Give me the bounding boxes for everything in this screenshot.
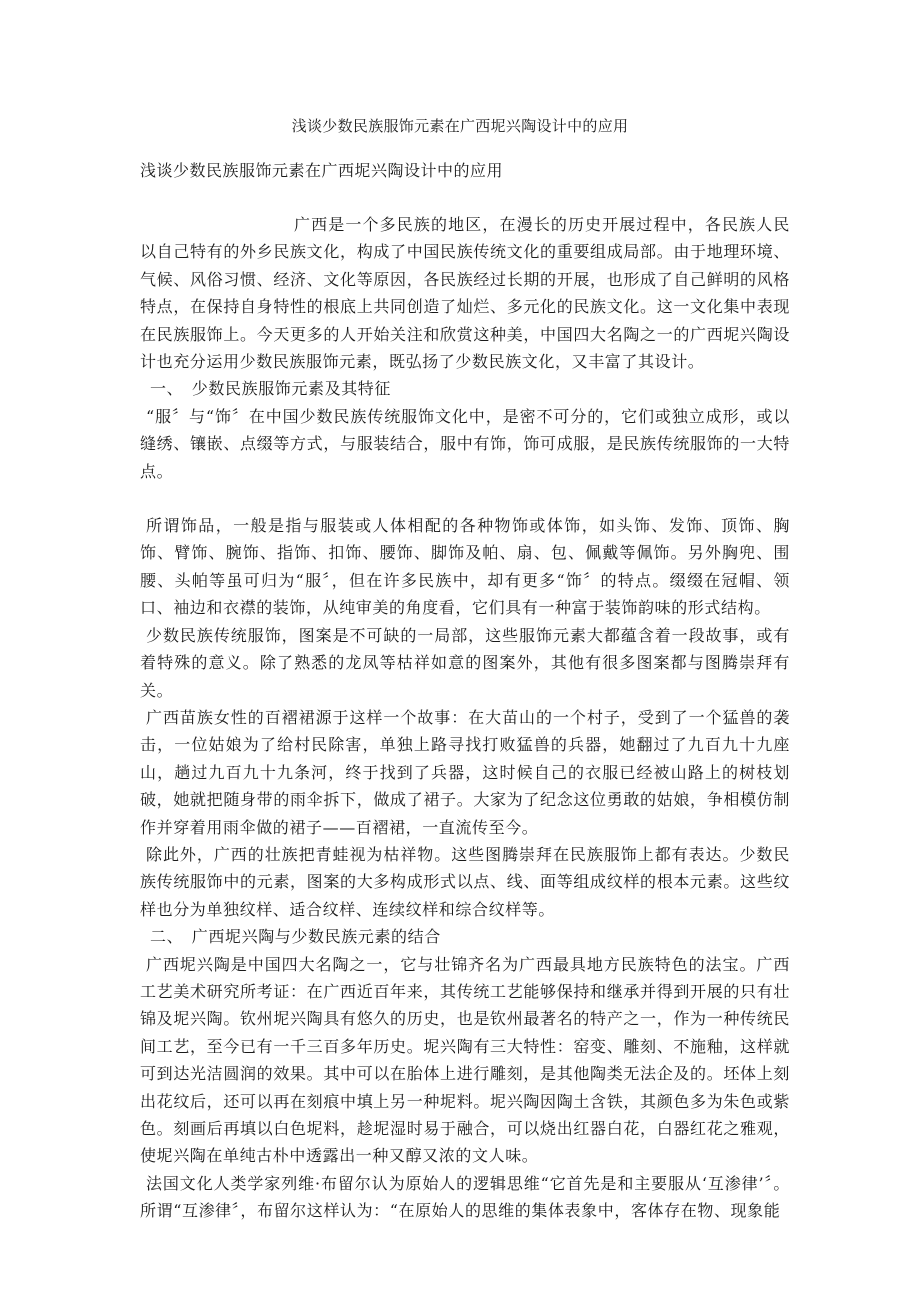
- document-subtitle: 浅谈少数民族服饰元素在广西坭兴陶设计中的应用: [140, 161, 504, 180]
- section-heading-1: 一、 少数民族服饰元素及其特征: [150, 379, 392, 399]
- paragraph: 所谓饰品，一般是指与服装或人体相配的各种物饰或体饰，如头饰、发饰、顶饰、胸饰、臂饰、腕饰、指饰、扣饰、腰饰、脚饰及帕、扇、包、佩戴等佩饰。另外胸兜、围腰、头帕等虽可归为“服〞，但在许多民族中，却有更多“饰〞的特点。缀缀在冠帽、领口、袖边和衣襟的装饰，从纯审美的角度看，它们具有一种富于装饰韵味的形式结构。: [140, 516, 790, 618]
- paragraph-intro: 广西是一个多民族的地区，在漫长的历史开展过程中，各民族人民以自己特有的外乡民族文化，构成了中国民族传统文化的重要组成局部。由于地理环境、气候、风俗习惯、经济、文化等原因，各民族经过长期的开展，也形成了自己鲜明的风格特点，在保持自身特性的根底上共同创造了灿烂、多元化的民族文化。这一文化集中表现在民族服饰上。今天更多的人开始关注和欣赏这种美，中国四大名陶之一的广西坭兴陶设计也充分运用少数民族服饰元素，既弘扬了少数民族文化，又丰富了其设计。: [140, 215, 790, 372]
- paragraph: 除此外，广西的壮族把青蛙视为枯祥物。这些图腾崇拜在民族服饰上都有表达。少数民族传统服饰中的元素，图案的大多构成形式以点、线、面等组成纹样的根本元素。这些纹样也分为单独纹样、适合纹样、连续纹样和综合纹样等。: [140, 844, 790, 919]
- paragraph: 少数民族传统服饰，图案是不可缺的一局部，这些服饰元素大都蕴含着一段故事，或有着特殊的意义。除了熟悉的龙凤等枯祥如意的图案外，其他有很多图案都与图腾崇拜有关。: [140, 625, 790, 700]
- paragraph: 广西苗族女性的百褶裙源于这样一个故事：在大苗山的一个村子，受到了一个猛兽的袭击，一位姑娘为了给村民除害，单独上路寻找打败猛兽的兵器，她翻过了九百九十九座山，趟过九百九十九条河，终于找到了兵器，这时候自己的衣服已经被山路上的树枝划破，她就把随身带的雨伞拆下，做成了裙子。大家为了纪念这位勇敢的姑娘，争相模仿制作并穿着用雨伞做的裙子——百褶裙，一直流传至今。: [140, 707, 790, 837]
- paragraph: “服〞与“饰〞在中国少数民族传统服饰文化中，是密不可分的，它们或独立成形，或以缝绣、镶嵌、点缀等方式，与服装结合，服中有饰，饰可成服，是民族传统服饰的一大特点。: [140, 406, 790, 481]
- paragraph: 法国文化人类学家列维·布留尔认为原始人的逻辑思维“它首先是和主要服从‘互渗律’〞。所谓“互渗律〞，布留尔这样认为：“在原始人的思维的集体表象中，客体存在物、现象能: [140, 1173, 790, 1221]
- paragraph: 广西坭兴陶是中国四大名陶之一，它与壮锦齐名为广西最具地方民族特色的法宝。广西工艺美术研究所考证：在广西近百年来，其传统工艺能够保持和继承并得到开展的只有壮锦及坭兴陶。钦州坭兴陶具有悠久的历史，也是钦州最著名的特产之一，作为一种传统民间工艺，至今已有一千三百多年历史。坭兴陶有三大特性：窑变、雕刻、不施釉，这样就可到达光洁圆润的效果。其中可以在胎体上进行雕刻，是其他陶类无法企及的。坯体上刻出花纹后，还可以再在刻痕中填上另一种坭料。坭兴陶因陶土含铁，其颜色多为朱色或紫色。刻画后再填以白色坭料，趁坭湿时易于融合，可以烧出红器白花，白器红花之雅观，使坭兴陶在单纯古朴中透露出一种又醇又浓的文人味。: [140, 954, 790, 1166]
- document-title: 浅谈少数民族服饰元素在广西坭兴陶设计中的应用: [291, 117, 629, 135]
- document-body: [140, 211, 790, 1225]
- section-heading-2: 二、 广西坭兴陶与少数民族元素的结合: [150, 927, 441, 947]
